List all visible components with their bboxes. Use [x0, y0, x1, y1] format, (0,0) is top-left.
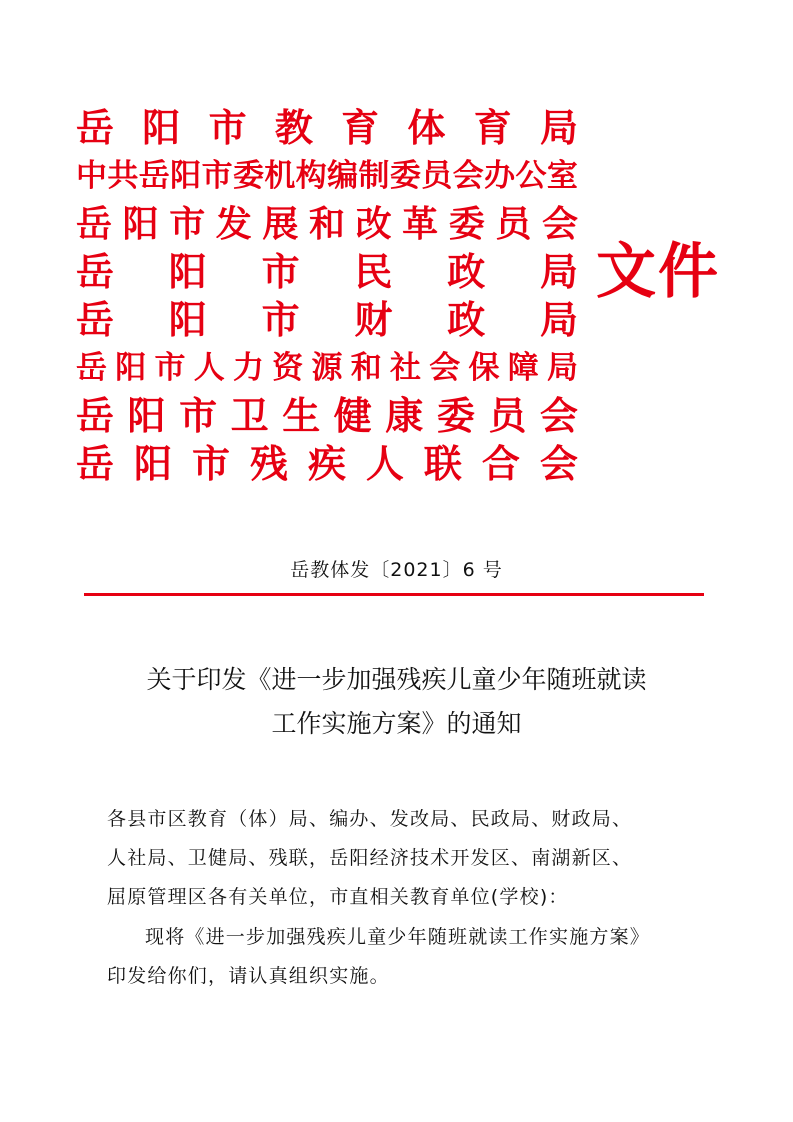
agency-char: 机	[264, 158, 296, 194]
agency-char: 市	[261, 249, 300, 294]
agency-char: 岳	[76, 249, 115, 294]
agency-line-8	[76, 440, 578, 488]
agency-char: 市	[154, 350, 186, 386]
agency-char: 和	[350, 350, 382, 386]
agency-char: 岳	[76, 105, 115, 150]
agency-char: 岳	[138, 158, 170, 194]
agency-char: 发	[215, 203, 252, 245]
document-number: 岳教体发〔2021〕6 号	[290, 559, 503, 581]
document-word: 文件	[596, 237, 720, 307]
agency-char: 市	[179, 393, 218, 438]
agency-line-6	[76, 344, 578, 392]
agency-char: 和	[308, 203, 345, 245]
agency-char: 阳	[122, 203, 159, 245]
agency-char: 阳	[170, 158, 202, 194]
notice-line-2: 印发给你们，请认真组织实施。	[107, 965, 390, 987]
agency-char: 社	[390, 350, 421, 386]
agency-char: 中	[76, 158, 107, 194]
agency-char: 残	[249, 441, 288, 486]
agency-char: 市	[201, 158, 233, 194]
agency-char: 公	[515, 158, 547, 194]
agency-char: 制	[358, 158, 390, 194]
agency-char: 市	[261, 297, 300, 342]
agency-char: 合	[481, 441, 520, 486]
agency-char: 局	[539, 249, 578, 294]
agency-char: 展	[262, 203, 299, 245]
agency-char: 局	[547, 350, 578, 386]
notice-line-1: 现将《进一步加强残疾儿童少年随班就读工作实施方案》	[145, 926, 651, 948]
agency-char: 会	[541, 203, 578, 245]
agency-char: 力	[233, 350, 264, 386]
agency-char: 委	[389, 158, 421, 194]
agency-line-4	[76, 248, 578, 296]
agency-char: 委	[448, 203, 485, 245]
agency-char: 局	[539, 105, 578, 150]
agency-char: 健	[333, 393, 372, 438]
agency-line-3	[76, 200, 578, 248]
agency-char: 阳	[142, 105, 181, 150]
title-line-1: 关于印发《进一步加强残疾儿童少年随班就读	[146, 665, 647, 694]
agency-char: 阳	[168, 297, 207, 342]
agency-char: 疾	[307, 441, 346, 486]
agency-char: 人	[365, 441, 404, 486]
agency-char: 卫	[230, 393, 269, 438]
agency-char: 财	[354, 297, 393, 342]
agency-char: 政	[447, 249, 486, 294]
agency-char: 委	[436, 393, 475, 438]
agency-char: 共	[107, 158, 139, 194]
agency-char: 资	[272, 350, 304, 386]
agency-char: 员	[488, 393, 527, 438]
title-line-2: 工作实施方案》的通知	[271, 709, 522, 738]
recipients-line-1: 各县市区教育（体）局、编办、发改局、民政局、财政局、	[107, 808, 633, 830]
agency-char: 源	[311, 350, 343, 386]
agency-char: 会	[452, 158, 484, 194]
agency-char: 岳	[76, 393, 115, 438]
agency-char: 员	[495, 203, 532, 245]
agency-char: 局	[539, 297, 578, 342]
agency-char: 阳	[115, 350, 147, 386]
agency-char: 人	[193, 350, 225, 386]
agency-line-5	[76, 296, 578, 344]
agency-line-7	[76, 392, 578, 440]
recipients-line-2: 人社局、卫健局、残联，岳阳经济技术开发区、南湖新区、	[107, 847, 633, 869]
agency-char: 室	[546, 158, 578, 194]
agency-char: 育	[473, 105, 512, 150]
agency-char: 会	[539, 441, 578, 486]
agency-char: 市	[169, 203, 206, 245]
agency-char: 岳	[76, 297, 115, 342]
agency-char: 岳	[76, 441, 115, 486]
agency-char: 障	[507, 350, 539, 386]
agency-line-2	[76, 152, 578, 200]
agency-char: 市	[208, 105, 247, 150]
agency-char: 民	[354, 249, 393, 294]
recipients-line-3: 屈原管理区各有关单位，市直相关教育单位(学校)：	[107, 886, 569, 908]
agency-char: 办	[484, 158, 516, 194]
agency-line-1	[76, 104, 578, 152]
agency-char: 育	[341, 105, 380, 150]
agency-char: 会	[539, 393, 578, 438]
agency-char: 会	[429, 350, 461, 386]
agency-char: 编	[327, 158, 359, 194]
agency-char: 阳	[168, 249, 207, 294]
agency-char: 教	[274, 105, 313, 150]
agency-char: 阳	[133, 441, 172, 486]
agency-char: 政	[447, 297, 486, 342]
agency-char: 阳	[127, 393, 166, 438]
agency-char: 生	[282, 393, 321, 438]
agency-char: 岳	[76, 350, 107, 386]
agency-char: 保	[468, 350, 500, 386]
agency-char: 市	[191, 441, 230, 486]
agency-char: 体	[407, 105, 446, 150]
agency-char: 改	[355, 203, 392, 245]
red-divider	[84, 593, 704, 596]
agency-char: 岳	[76, 203, 113, 245]
agency-char: 构	[295, 158, 327, 194]
agency-char: 委	[232, 158, 264, 194]
agency-char: 员	[421, 158, 453, 194]
agency-char: 联	[423, 441, 462, 486]
agency-char: 康	[385, 393, 424, 438]
agency-char: 革	[402, 203, 439, 245]
